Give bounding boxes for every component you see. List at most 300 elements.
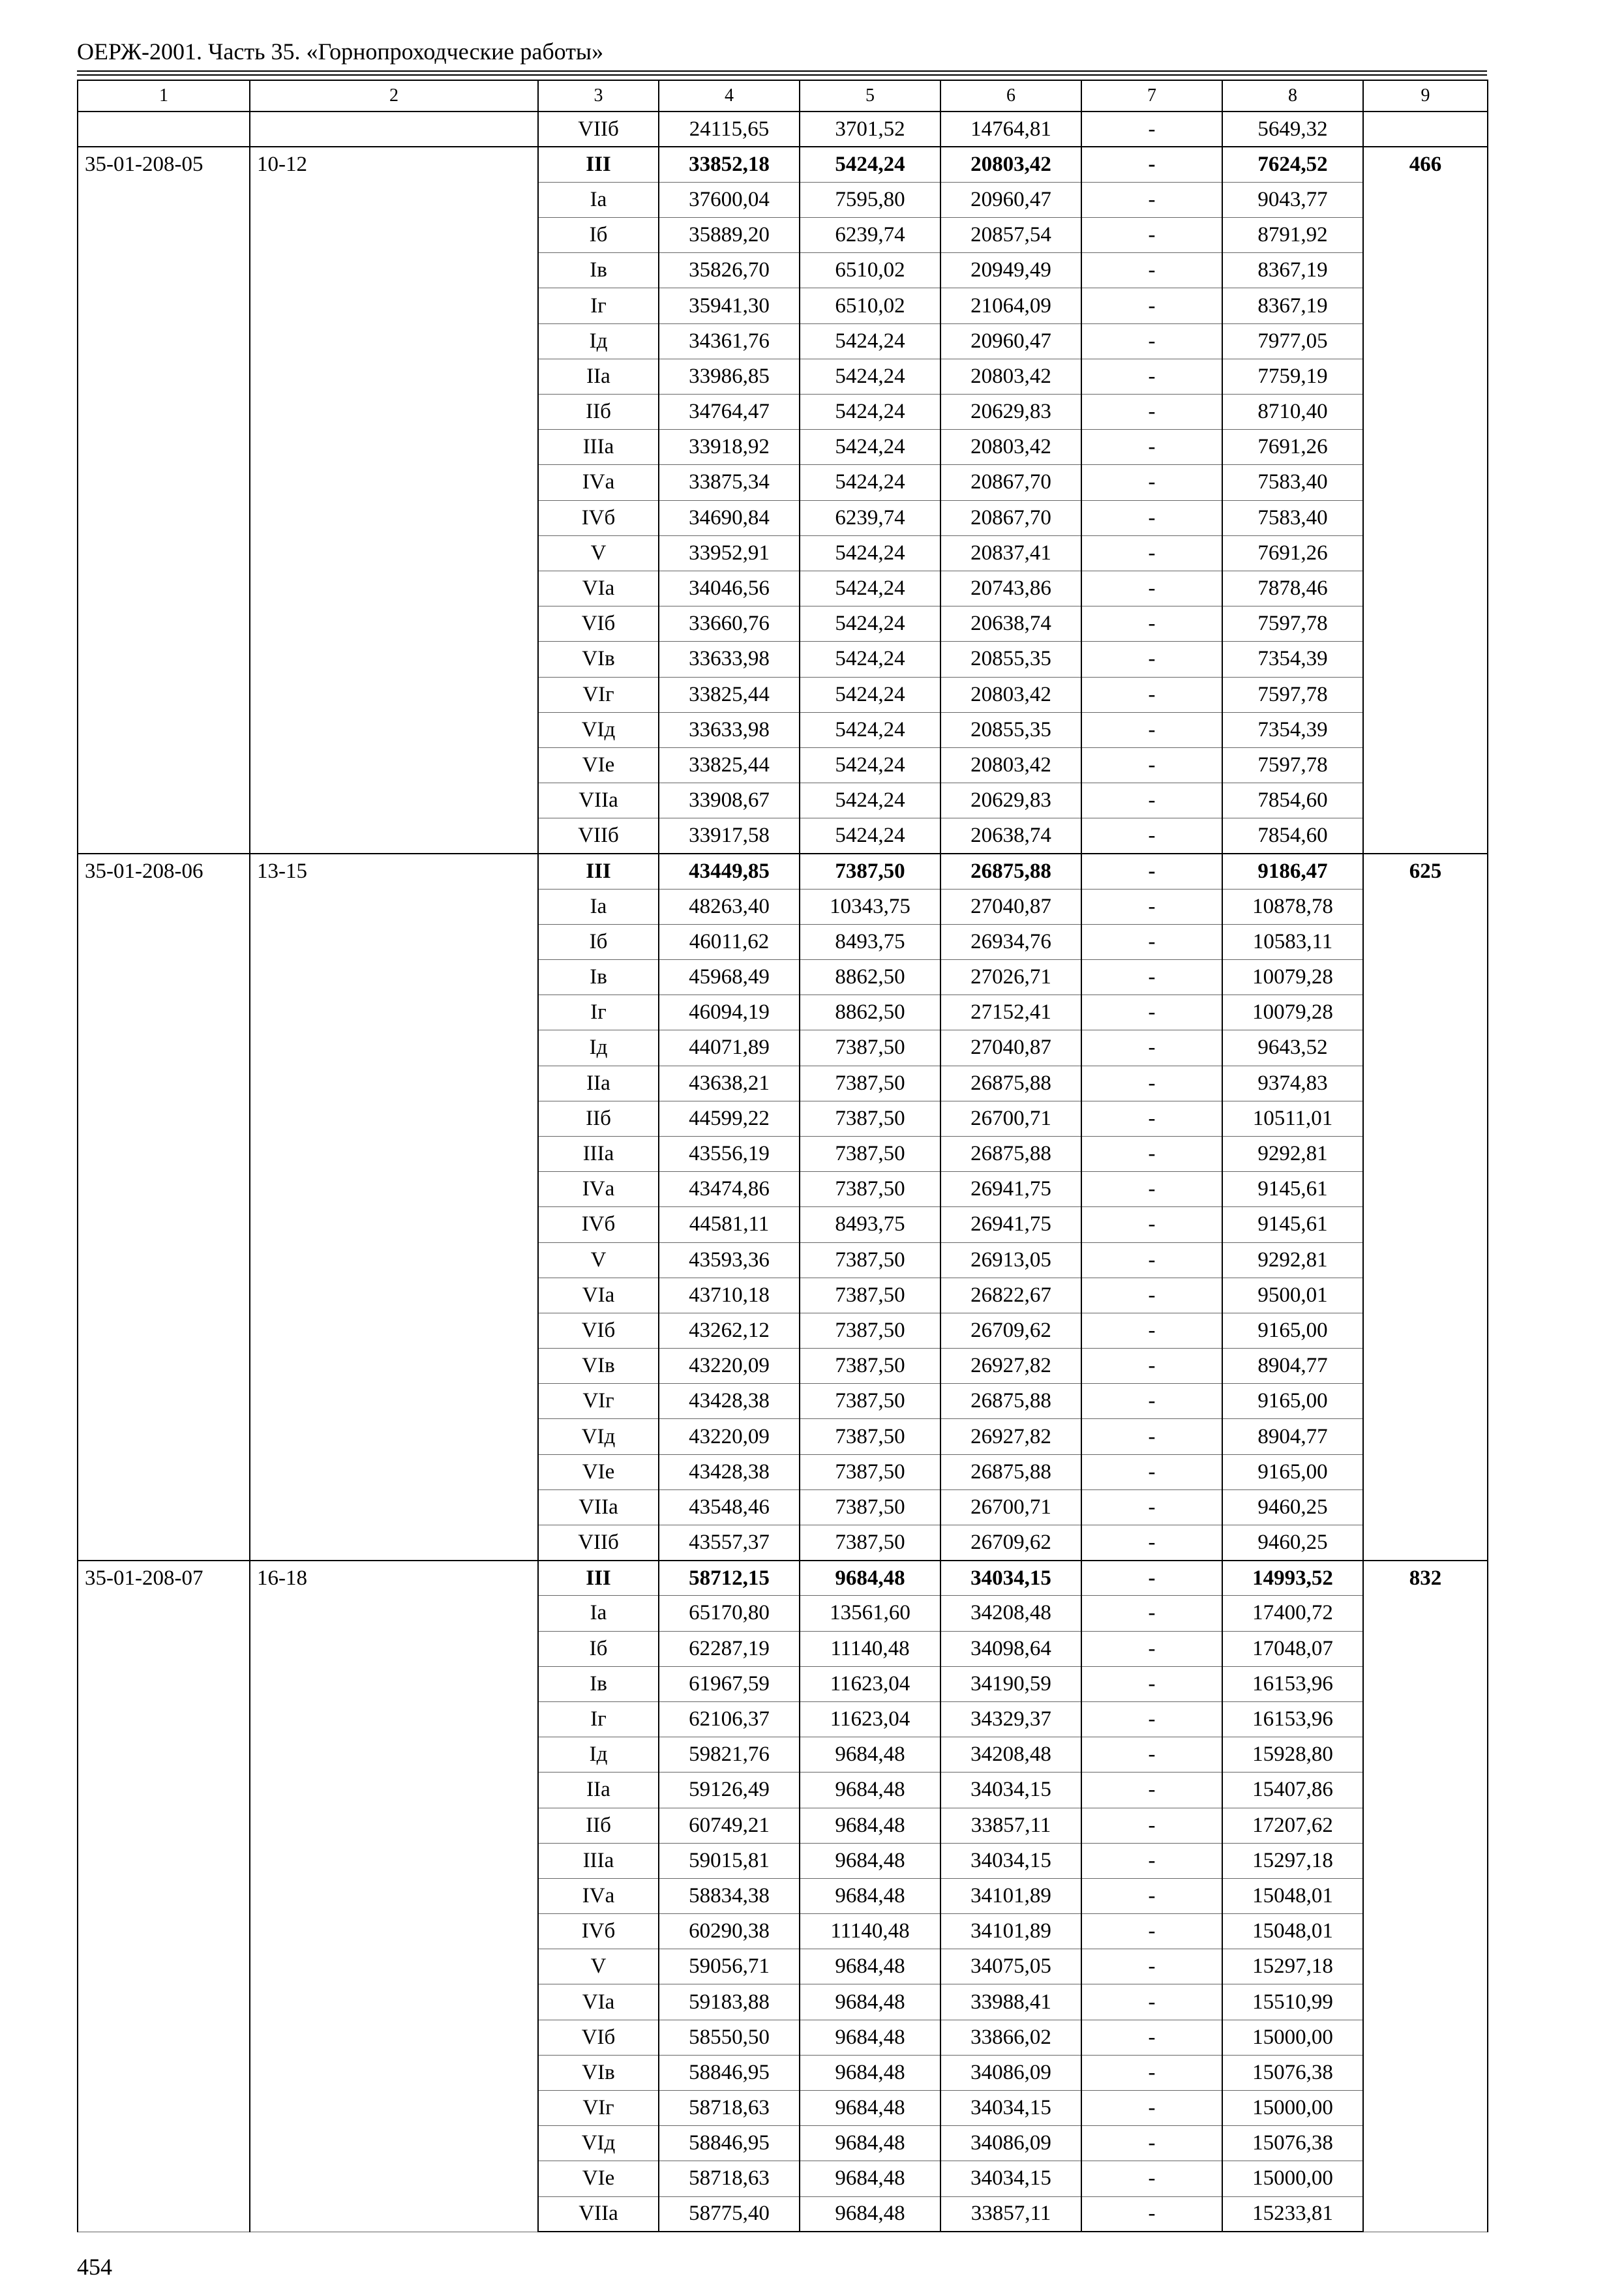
machine-cost-cell: 20960,47 (940, 182, 1081, 217)
direct-cost-cell: 43220,09 (659, 1349, 800, 1384)
direct-cost-cell: 45968,49 (659, 960, 800, 995)
machine-cost-cell: 34075,05 (940, 1949, 1081, 1984)
driver-pay-cell: - (1081, 1631, 1222, 1666)
direct-cost-cell: 46011,62 (659, 924, 800, 959)
direct-cost-cell: 62106,37 (659, 1701, 800, 1737)
machine-cost-cell: 26875,88 (940, 1454, 1081, 1489)
labor-cost-cell: 9684,48 (800, 1949, 940, 1984)
direct-cost-cell: 59183,88 (659, 1984, 800, 2020)
driver-pay-cell: - (1081, 535, 1222, 571)
direct-cost-cell: 59056,71 (659, 1949, 800, 1984)
direct-cost-cell: 43428,38 (659, 1454, 800, 1489)
materials-cell: 9165,00 (1222, 1313, 1363, 1348)
driver-pay-cell: - (1081, 1596, 1222, 1631)
direct-cost-cell: 33825,44 (659, 747, 800, 783)
driver-pay-cell: - (1081, 182, 1222, 217)
labor-cost-cell: 7387,50 (800, 1278, 940, 1313)
direct-cost-cell: 37600,04 (659, 182, 800, 217)
driver-pay-cell: - (1081, 1384, 1222, 1419)
driver-pay-cell: - (1081, 2161, 1222, 2196)
machine-cost-cell: 20638,74 (940, 606, 1081, 642)
direct-cost-cell: 62287,19 (659, 1631, 800, 1666)
variant-cell: Iа (538, 1596, 659, 1631)
machine-cost-cell: 26875,88 (940, 1384, 1081, 1419)
materials-cell: 15510,99 (1222, 1984, 1363, 2020)
materials-cell: 7597,78 (1222, 606, 1363, 642)
column-number-row (78, 80, 1488, 112)
materials-cell: 17400,72 (1222, 1596, 1363, 1631)
column-number: 7 (1081, 80, 1222, 112)
labor-cost-cell: 8493,75 (800, 924, 940, 959)
labor-cost-cell: 5424,24 (800, 359, 940, 394)
machine-cost-cell: 20857,54 (940, 218, 1081, 253)
machine-cost-cell: 34034,15 (940, 2161, 1081, 2196)
labor-cost-cell: 9684,48 (800, 2055, 940, 2090)
driver-pay-cell: - (1081, 1278, 1222, 1313)
machine-cost-cell: 34190,59 (940, 1666, 1081, 1701)
variant-cell: VIб (538, 2020, 659, 2055)
page-header-title: ОЕРЖ-2001. Часть 35. «Горнопроходческие работы» (77, 38, 604, 65)
materials-cell: 9043,77 (1222, 182, 1363, 217)
direct-cost-cell: 35826,70 (659, 253, 800, 288)
driver-pay-cell: - (1081, 430, 1222, 465)
machine-cost-cell: 27152,41 (940, 995, 1081, 1030)
labor-cost-cell: 7387,50 (800, 1066, 940, 1101)
driver-pay-cell: - (1081, 2126, 1222, 2161)
labor-cost-cell: 7387,50 (800, 1136, 940, 1171)
variant-cell: IVа (538, 1878, 659, 1913)
machine-cost-cell: 20803,42 (940, 747, 1081, 783)
variant-cell: VIв (538, 642, 659, 677)
span-range-cell: 13-15 (250, 854, 538, 1561)
variant-cell: VIд (538, 712, 659, 747)
variant-cell: Iа (538, 889, 659, 924)
driver-pay-cell: - (1081, 1454, 1222, 1489)
variant-cell: VIа (538, 1984, 659, 2020)
labor-cost-cell: 5424,24 (800, 818, 940, 854)
direct-cost-cell: 33852,18 (659, 147, 800, 182)
machine-cost-cell: 20855,35 (940, 712, 1081, 747)
labor-cost-cell: 5424,24 (800, 535, 940, 571)
variant-cell: VIIб (538, 1525, 659, 1561)
machine-cost-cell: 26709,62 (940, 1525, 1081, 1561)
direct-cost-cell: 34764,47 (659, 395, 800, 430)
direct-cost-cell: 58718,63 (659, 2091, 800, 2126)
machine-cost-cell: 33866,02 (940, 2020, 1081, 2055)
materials-cell: 15048,01 (1222, 1914, 1363, 1949)
labor-cost-cell: 7595,80 (800, 182, 940, 217)
driver-pay-cell: - (1081, 1489, 1222, 1525)
labor-cost-cell: 7387,50 (800, 1525, 940, 1561)
machine-cost-cell: 26875,88 (940, 1136, 1081, 1171)
labor-cost-cell: 9684,48 (800, 1773, 940, 1808)
labor-cost-cell: 5424,24 (800, 465, 940, 500)
direct-cost-cell: 58834,38 (659, 1878, 800, 1913)
machine-cost-cell: 34208,48 (940, 1737, 1081, 1773)
machine-cost-cell: 34086,09 (940, 2055, 1081, 2090)
table-row (78, 147, 1488, 182)
labor-cost-cell: 5424,24 (800, 430, 940, 465)
machine-cost-cell: 34086,09 (940, 2126, 1081, 2161)
materials-cell: 7597,78 (1222, 747, 1363, 783)
materials-cell: 9374,83 (1222, 1066, 1363, 1101)
labor-cost-cell: 10343,75 (800, 889, 940, 924)
driver-pay-cell: - (1081, 1172, 1222, 1207)
direct-cost-cell: 43548,46 (659, 1489, 800, 1525)
variant-cell: IIа (538, 359, 659, 394)
driver-pay-cell: - (1081, 218, 1222, 253)
direct-cost-cell: 44071,89 (659, 1030, 800, 1066)
labor-cost-cell: 7387,50 (800, 854, 940, 889)
driver-pay-cell: - (1081, 1525, 1222, 1561)
driver-pay-cell: - (1081, 1242, 1222, 1278)
materials-cell: 7583,40 (1222, 500, 1363, 535)
materials-cell: 15407,86 (1222, 1773, 1363, 1808)
driver-pay-cell: - (1081, 783, 1222, 818)
labor-cost-cell: 11623,04 (800, 1701, 940, 1737)
driver-pay-cell: - (1081, 500, 1222, 535)
materials-cell: 15000,00 (1222, 2161, 1363, 2196)
driver-pay-cell: - (1081, 1666, 1222, 1701)
direct-cost-cell: 24115,65 (659, 112, 800, 147)
labor-cost-cell: 9684,48 (800, 2161, 940, 2196)
labor-cost-cell: 8862,50 (800, 960, 940, 995)
machine-cost-cell: 21064,09 (940, 288, 1081, 323)
direct-cost-cell: 33918,92 (659, 430, 800, 465)
materials-cell: 15297,18 (1222, 1949, 1363, 1984)
labor-cost-cell: 9684,48 (800, 1808, 940, 1843)
column-number: 2 (250, 80, 538, 112)
machine-cost-cell: 20949,49 (940, 253, 1081, 288)
driver-pay-cell: - (1081, 889, 1222, 924)
materials-cell: 9145,61 (1222, 1207, 1363, 1242)
labor-cost-cell: 9684,48 (800, 1984, 940, 2020)
variant-cell: V (538, 1949, 659, 1984)
machine-cost-cell: 20803,42 (940, 359, 1081, 394)
labor-cost-cell: 7387,50 (800, 1489, 940, 1525)
variant-cell: Iв (538, 1666, 659, 1701)
variant-cell: Iб (538, 1631, 659, 1666)
materials-cell: 10079,28 (1222, 960, 1363, 995)
machine-cost-cell: 27026,71 (940, 960, 1081, 995)
machine-cost-cell: 20867,70 (940, 465, 1081, 500)
driver-pay-cell: - (1081, 1914, 1222, 1949)
direct-cost-cell: 59821,76 (659, 1737, 800, 1773)
materials-cell: 15297,18 (1222, 1843, 1363, 1878)
driver-pay-cell: - (1081, 323, 1222, 359)
variant-cell: IVб (538, 1207, 659, 1242)
labor-cost-cell: 5424,24 (800, 323, 940, 359)
driver-pay-cell: - (1081, 854, 1222, 889)
labor-cost-cell: 5424,24 (800, 712, 940, 747)
driver-pay-cell: - (1081, 1419, 1222, 1454)
variant-cell: VIг (538, 1384, 659, 1419)
labor-cost-cell: 11623,04 (800, 1666, 940, 1701)
direct-cost-cell: 58846,95 (659, 2126, 800, 2161)
driver-pay-cell: - (1081, 112, 1222, 147)
driver-pay-cell: - (1081, 1984, 1222, 2020)
variant-cell: VIд (538, 1419, 659, 1454)
machine-cost-cell: 26934,76 (940, 924, 1081, 959)
labor-cost-cell: 5424,24 (800, 571, 940, 606)
machine-cost-cell: 27040,87 (940, 889, 1081, 924)
materials-cell: 9145,61 (1222, 1172, 1363, 1207)
machine-cost-cell: 34034,15 (940, 1561, 1081, 1596)
labor-cost-cell: 7387,50 (800, 1313, 940, 1348)
direct-cost-cell: 35941,30 (659, 288, 800, 323)
direct-cost-cell: 43593,36 (659, 1242, 800, 1278)
header-rule-bottom (77, 74, 1487, 76)
labor-cost-cell: 9684,48 (800, 1561, 940, 1596)
direct-cost-cell: 44581,11 (659, 1207, 800, 1242)
machine-cost-cell: 33857,11 (940, 1808, 1081, 1843)
materials-cell: 15076,38 (1222, 2126, 1363, 2161)
materials-cell: 9186,47 (1222, 854, 1363, 889)
labor-cost-cell: 8862,50 (800, 995, 940, 1030)
machine-cost-cell: 20803,42 (940, 430, 1081, 465)
labor-cost-cell: 9684,48 (800, 2020, 940, 2055)
direct-cost-cell: 58775,40 (659, 2196, 800, 2232)
labor-cost-cell: 9684,48 (800, 2091, 940, 2126)
direct-cost-cell: 33875,34 (659, 465, 800, 500)
materials-cell: 7878,46 (1222, 571, 1363, 606)
direct-cost-cell: 33908,67 (659, 783, 800, 818)
labor-cost-cell: 7387,50 (800, 1454, 940, 1489)
driver-pay-cell: - (1081, 1030, 1222, 1066)
driver-pay-cell: - (1081, 2196, 1222, 2232)
driver-pay-cell: - (1081, 606, 1222, 642)
column-number: 9 (1363, 80, 1488, 112)
labor-cost-cell: 9684,48 (800, 2126, 940, 2161)
direct-cost-cell: 33825,44 (659, 677, 800, 712)
labor-cost-cell: 9684,48 (800, 2196, 940, 2232)
materials-cell: 8367,19 (1222, 253, 1363, 288)
table-row (78, 854, 1488, 889)
direct-cost-cell: 34690,84 (659, 500, 800, 535)
labor-cost-cell: 7387,50 (800, 1384, 940, 1419)
direct-cost-cell: 33917,58 (659, 818, 800, 854)
code-cell (78, 112, 250, 147)
variant-cell: VIб (538, 606, 659, 642)
direct-cost-cell: 58712,15 (659, 1561, 800, 1596)
variant-cell: IIIа (538, 430, 659, 465)
machine-cost-cell: 34101,89 (940, 1878, 1081, 1913)
machine-cost-cell: 34034,15 (940, 2091, 1081, 2126)
driver-pay-cell: - (1081, 2091, 1222, 2126)
machine-cost-cell: 33988,41 (940, 1984, 1081, 2020)
direct-cost-cell: 34361,76 (659, 323, 800, 359)
variant-cell: Iд (538, 1737, 659, 1773)
direct-cost-cell: 59126,49 (659, 1773, 800, 1808)
direct-cost-cell: 58550,50 (659, 2020, 800, 2055)
column-number: 5 (800, 80, 940, 112)
variant-cell: Iв (538, 960, 659, 995)
variant-cell: Iг (538, 1701, 659, 1737)
driver-pay-cell: - (1081, 1313, 1222, 1348)
driver-pay-cell: - (1081, 359, 1222, 394)
direct-cost-cell: 35889,20 (659, 218, 800, 253)
rate-code-cell: 35-01-208-05 (78, 147, 250, 854)
machine-cost-cell: 20629,83 (940, 783, 1081, 818)
materials-cell: 9643,52 (1222, 1030, 1363, 1066)
variant-cell: VIг (538, 2091, 659, 2126)
variant-cell: VIд (538, 2126, 659, 2161)
labor-hours-cell: 832 (1363, 1561, 1488, 2232)
materials-cell: 8367,19 (1222, 288, 1363, 323)
labor-cost-cell: 6510,02 (800, 288, 940, 323)
variant-cell: IVб (538, 500, 659, 535)
materials-cell: 15000,00 (1222, 2020, 1363, 2055)
labor-cost-cell: 11140,48 (800, 1631, 940, 1666)
variant-cell: III (538, 147, 659, 182)
driver-pay-cell: - (1081, 642, 1222, 677)
materials-cell: 9500,01 (1222, 1278, 1363, 1313)
direct-cost-cell: 34046,56 (659, 571, 800, 606)
variant-cell: Iг (538, 288, 659, 323)
driver-pay-cell: - (1081, 1843, 1222, 1878)
machine-cost-cell: 34101,89 (940, 1914, 1081, 1949)
machine-cost-cell: 27040,87 (940, 1030, 1081, 1066)
span-range-cell: 10-12 (250, 147, 538, 854)
driver-pay-cell: - (1081, 1136, 1222, 1171)
materials-cell: 16153,96 (1222, 1666, 1363, 1701)
direct-cost-cell: 48263,40 (659, 889, 800, 924)
materials-cell: 9292,81 (1222, 1242, 1363, 1278)
materials-cell: 10079,28 (1222, 995, 1363, 1030)
direct-cost-cell: 33660,76 (659, 606, 800, 642)
driver-pay-cell: - (1081, 147, 1222, 182)
driver-pay-cell: - (1081, 1773, 1222, 1808)
variant-cell: VIIа (538, 2196, 659, 2232)
variant-cell: VIб (538, 1313, 659, 1348)
direct-cost-cell: 61967,59 (659, 1666, 800, 1701)
driver-pay-cell: - (1081, 1066, 1222, 1101)
direct-cost-cell: 43262,12 (659, 1313, 800, 1348)
materials-cell: 9460,25 (1222, 1489, 1363, 1525)
direct-cost-cell: 43220,09 (659, 1419, 800, 1454)
driver-pay-cell: - (1081, 288, 1222, 323)
variant-cell: VIе (538, 747, 659, 783)
variant-cell: VIг (538, 677, 659, 712)
materials-cell: 7583,40 (1222, 465, 1363, 500)
labor-cost-cell: 8493,75 (800, 1207, 940, 1242)
variant-cell: III (538, 1561, 659, 1596)
machine-cost-cell: 20960,47 (940, 323, 1081, 359)
direct-cost-cell: 58846,95 (659, 2055, 800, 2090)
labor-cost-cell: 3701,52 (800, 112, 940, 147)
rates-table (77, 80, 1488, 2232)
driver-pay-cell: - (1081, 395, 1222, 430)
direct-cost-cell: 43710,18 (659, 1278, 800, 1313)
materials-cell: 15000,00 (1222, 2091, 1363, 2126)
machine-cost-cell: 14764,81 (940, 112, 1081, 147)
machine-cost-cell: 26875,88 (940, 1066, 1081, 1101)
driver-pay-cell: - (1081, 712, 1222, 747)
column-number: 8 (1222, 80, 1363, 112)
page-number: 454 (77, 2254, 112, 2280)
machine-cost-cell: 34034,15 (940, 1843, 1081, 1878)
variant-cell: IVб (538, 1914, 659, 1949)
labor-cost-cell: 7387,50 (800, 1419, 940, 1454)
machine-cost-cell: 33857,11 (940, 2196, 1081, 2232)
labor-hours-cell: 625 (1363, 854, 1488, 1561)
labor-cost-cell: 9684,48 (800, 1878, 940, 1913)
materials-cell: 8791,92 (1222, 218, 1363, 253)
materials-cell: 7854,60 (1222, 783, 1363, 818)
driver-pay-cell: - (1081, 1101, 1222, 1136)
materials-cell: 15048,01 (1222, 1878, 1363, 1913)
variant-cell: Iа (538, 182, 659, 217)
column-number: 6 (940, 80, 1081, 112)
machine-cost-cell: 26941,75 (940, 1207, 1081, 1242)
driver-pay-cell: - (1081, 747, 1222, 783)
variant-cell: Iб (538, 924, 659, 959)
direct-cost-cell: 43557,37 (659, 1525, 800, 1561)
labor-cost-cell: 11140,48 (800, 1914, 940, 1949)
driver-pay-cell: - (1081, 2055, 1222, 2090)
machine-cost-cell: 34034,15 (940, 1773, 1081, 1808)
labor-cost-cell: 6510,02 (800, 253, 940, 288)
rate-code-cell: 35-01-208-06 (78, 854, 250, 1561)
direct-cost-cell: 33633,98 (659, 642, 800, 677)
materials-cell: 9460,25 (1222, 1525, 1363, 1561)
direct-cost-cell: 60749,21 (659, 1808, 800, 1843)
variant-cell: IVа (538, 465, 659, 500)
table-row (78, 1561, 1488, 1596)
direct-cost-cell: 44599,22 (659, 1101, 800, 1136)
materials-cell: 9165,00 (1222, 1384, 1363, 1419)
materials-cell: 17207,62 (1222, 1808, 1363, 1843)
driver-pay-cell: - (1081, 571, 1222, 606)
materials-cell: 9292,81 (1222, 1136, 1363, 1171)
variant-cell: V (538, 1242, 659, 1278)
direct-cost-cell: 43428,38 (659, 1384, 800, 1419)
machine-cost-cell: 26709,62 (940, 1313, 1081, 1348)
variant-cell: VIIб (538, 112, 659, 147)
materials-cell: 17048,07 (1222, 1631, 1363, 1666)
machine-cost-cell: 26941,75 (940, 1172, 1081, 1207)
direct-cost-cell: 58718,63 (659, 2161, 800, 2196)
materials-cell: 8904,77 (1222, 1349, 1363, 1384)
variant-cell: IIIа (538, 1136, 659, 1171)
total-cell (1363, 112, 1488, 147)
driver-pay-cell: - (1081, 960, 1222, 995)
machine-cost-cell: 34208,48 (940, 1596, 1081, 1631)
machine-cost-cell: 20837,41 (940, 535, 1081, 571)
machine-cost-cell: 20638,74 (940, 818, 1081, 854)
materials-cell: 8710,40 (1222, 395, 1363, 430)
variant-cell: IIIа (538, 1843, 659, 1878)
direct-cost-cell: 65170,80 (659, 1596, 800, 1631)
driver-pay-cell: - (1081, 1949, 1222, 1984)
variant-cell: VIа (538, 571, 659, 606)
machine-cost-cell: 26822,67 (940, 1278, 1081, 1313)
materials-cell: 7854,60 (1222, 818, 1363, 854)
driver-pay-cell: - (1081, 1349, 1222, 1384)
variant-cell: IIб (538, 1101, 659, 1136)
materials-cell: 7597,78 (1222, 677, 1363, 712)
labor-cost-cell: 5424,24 (800, 606, 940, 642)
materials-cell: 7354,39 (1222, 642, 1363, 677)
variant-cell: VIа (538, 1278, 659, 1313)
labor-cost-cell: 7387,50 (800, 1030, 940, 1066)
machine-cost-cell: 26927,82 (940, 1419, 1081, 1454)
variant-cell: IIа (538, 1773, 659, 1808)
driver-pay-cell: - (1081, 253, 1222, 288)
direct-cost-cell: 43449,85 (659, 854, 800, 889)
variant-cell: III (538, 854, 659, 889)
machine-cost-cell: 26927,82 (940, 1349, 1081, 1384)
